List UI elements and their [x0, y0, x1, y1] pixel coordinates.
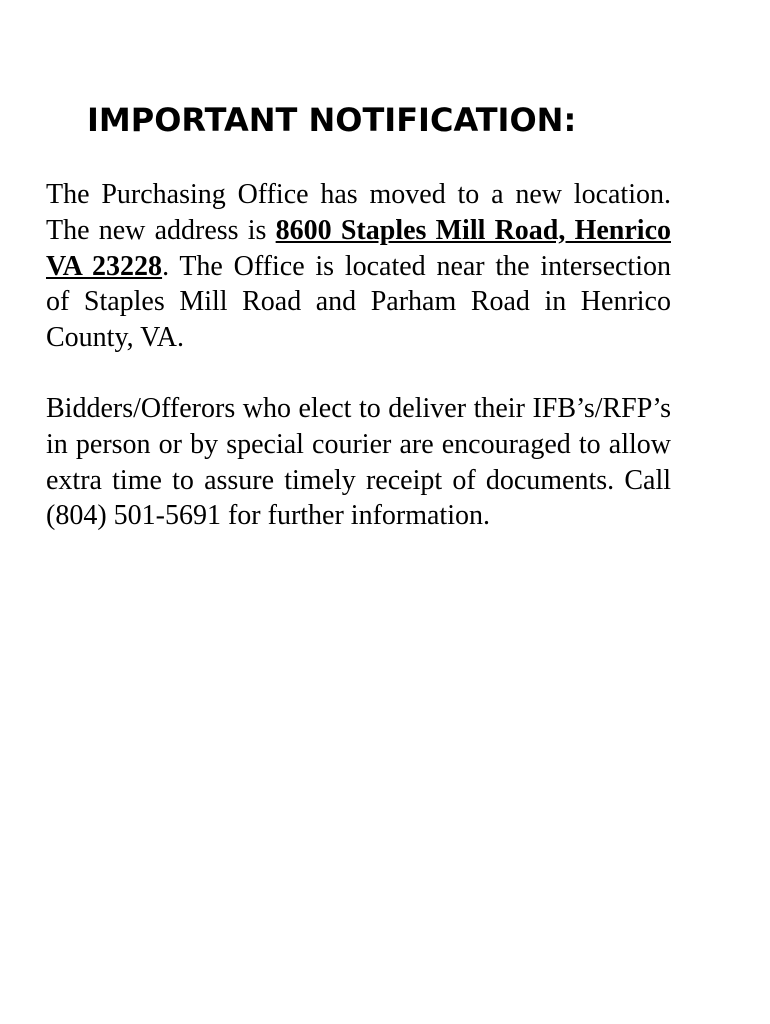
relocation-text-location: . The Office is located near the intersection of Staples Mill Road and Parham Road in Henrico County, VA. [46, 250, 671, 354]
notification-heading: IMPORTANT NOTIFICATION: [87, 101, 577, 139]
delivery-instructions-paragraph: Bidders/Offerors who elect to deliver their IFB’s/RFP’s in person or by special courier are encouraged to allow extra time to assure timely receipt of documents. Call (804) 501-5691 for further information. [46, 393, 671, 532]
relocation-text-intro: The Purchasing Office has moved to a new location. The new address is [46, 179, 671, 246]
relocation-paragraph [46, 177, 671, 356]
new-address: 8600 Staples Mill Road, Henrico VA 23228 [46, 214, 671, 282]
